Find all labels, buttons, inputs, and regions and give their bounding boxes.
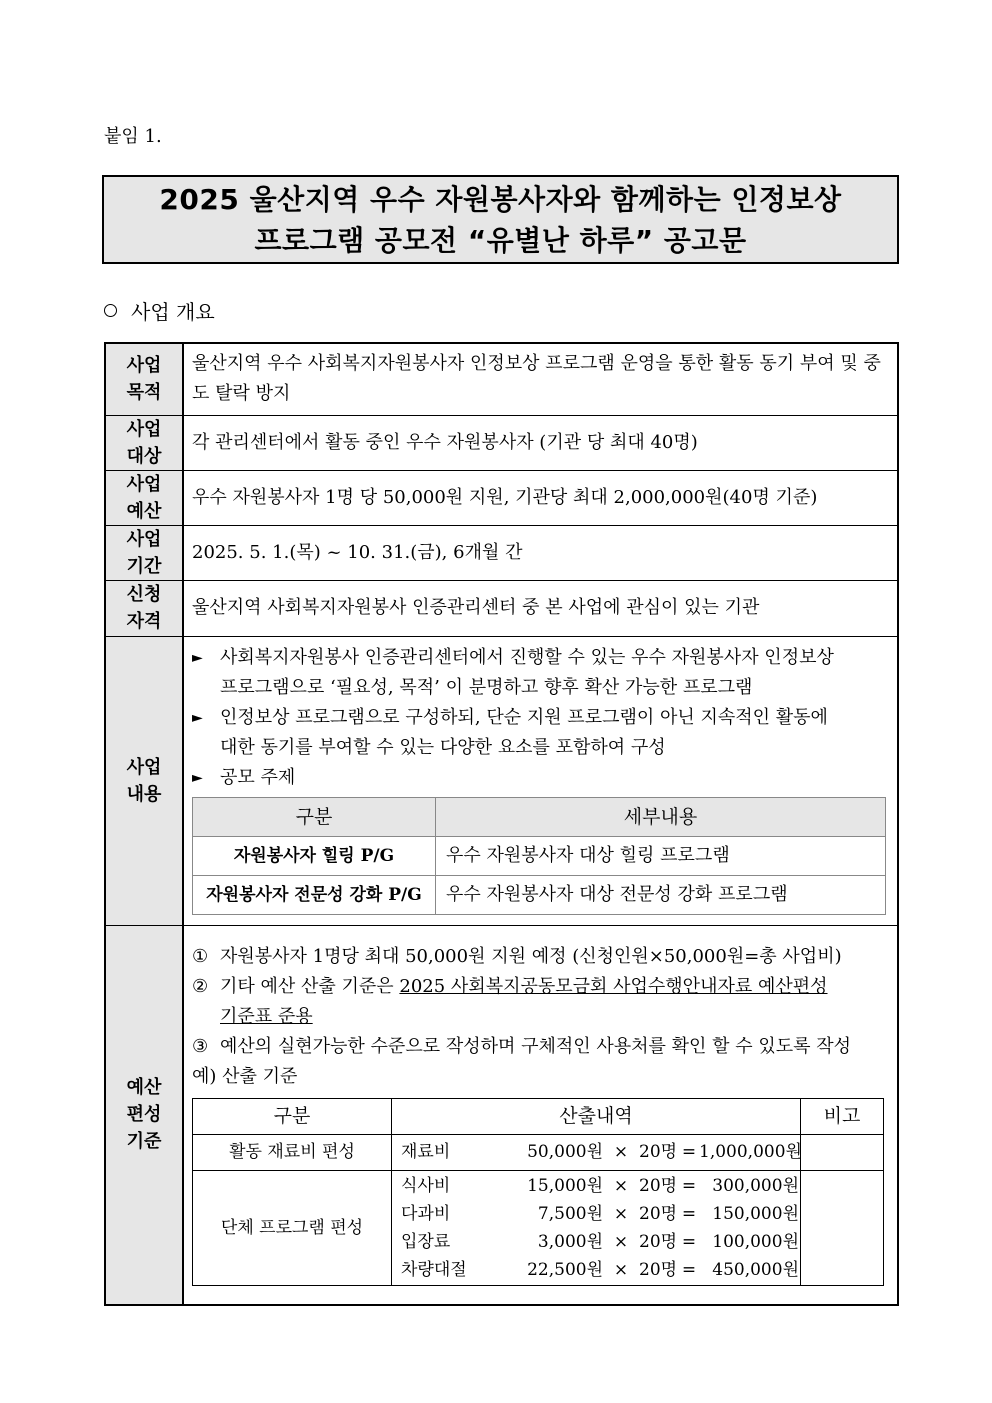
purpose-text: 울산지역 우수 사회복지자원봉사자 인정보상 프로그램 운영을 통한 활동 동기 부여 및 중도 탈락 방지 [183,343,898,415]
circle-bullet-icon [104,304,117,317]
eligibility-text: 울산지역 사회복지자원봉사 인증관리센터 중 본 사업에 관심이 있는 기관 [183,580,898,636]
row-budget [105,470,898,525]
period-text: 2025. 5. 1.(목) ~ 10. 31.(금), 6개월 간 [183,525,898,580]
topic-name: 자원봉사자 힐링 P/G [193,836,436,875]
calc-line: 입장료 3,000원 × 20명 = 100,000원 [401,1231,799,1252]
label-content: 사업 내용 [105,636,183,925]
calc-line: 식사비 15,000원 × 20명 = 300,000원 [401,1175,799,1196]
triangle-bullet-icon: ► [192,709,203,726]
row-budget-criteria [105,925,898,1305]
triangle-bullet-icon: ► [192,769,203,786]
calc-line: 다과비 7,500원 × 20명 = 150,000원 [401,1203,799,1224]
budget-header-calc: 산출내역 [392,1098,801,1134]
label-eligibility: 신청 자격 [105,580,183,636]
title-line-2: 프로그램 공모전 “유별난 하루” 공고문 [254,223,747,257]
attachment-label: 붙임 1. [104,126,162,147]
label-purpose: 사업 목적 [105,343,183,415]
content-bullet-2: ► 인정보상 프로그램으로 구성하되, 단순 지원 프로그램이 아닌 지속적인 활동에 대한 동기를 부여할 수 있는 다양한 요소를 포함하여 구성 [192,703,889,763]
table-row [193,1134,884,1170]
criteria-item-1: ① 자원봉사자 1명당 최대 50,000원 지원 예정 (신청인원×50,000원=총 사업비) [192,945,842,967]
row-purpose [105,343,898,415]
criteria-example: 예) 산출 기준 [192,1065,298,1087]
note-cell [801,1170,884,1285]
table-row [193,836,886,875]
row-eligibility [105,580,898,636]
overview-table [104,342,899,1306]
budget-header-category: 구분 [193,1098,392,1134]
topics-header-detail: 세부내용 [436,797,886,836]
content-bullet-3: ► 공모 주제 [192,763,889,793]
note-cell [801,1134,884,1170]
table-row [193,1170,884,1285]
row-content [105,636,898,925]
topics-header-category: 구분 [193,797,436,836]
criteria-item-3: ③ 예산의 실현가능한 수준으로 작성하며 구체적인 사용처를 확인 할 수 있도록 작성 [192,1035,852,1057]
budget-example-table [192,1098,884,1286]
title-box [102,175,899,264]
budget-text: 우수 자원봉사자 1명 당 50,000원 지원, 기관당 최대 2,000,000원(40명 기준) [183,470,898,525]
group-name: 단체 프로그램 편성 [193,1170,392,1285]
title-line-1: 2025 울산지역 우수 자원봉사자와 함께하는 인정보상 [159,182,842,216]
target-text: 각 관리센터에서 활동 중인 우수 자원봉사자 (기관 당 최대 40명) [183,415,898,470]
content-bullet-1: ► 사회복지자원봉사 인증관리센터에서 진행할 수 있는 우수 자원봉사자 인정보상 프로그램으로 ‘필요성, 목적’ 이 분명하고 향후 확산 가능한 프로그램 [192,643,889,703]
label-period: 사업 기간 [105,525,183,580]
topic-desc: 우수 자원봉사자 대상 전문성 강화 프로그램 [436,875,886,914]
label-budget-criteria: 예산 편성 기준 [105,925,183,1305]
topic-name: 자원봉사자 전문성 강화 P/G [193,875,436,914]
criteria-item-2: ② 기타 예산 산출 기준은 2025 사회복지공동모금회 사업수행안내자료 예산편성 기준표 준용 [192,975,828,1027]
group-name: 활동 재료비 편성 [193,1134,392,1170]
triangle-bullet-icon: ► [192,649,203,666]
label-target: 사업 대상 [105,415,183,470]
table-row [193,875,886,914]
budget-header-note: 비고 [801,1098,884,1134]
row-target [105,415,898,470]
topics-table [192,797,886,915]
topic-desc: 우수 자원봉사자 대상 힐링 프로그램 [436,836,886,875]
calc-line: 차량대절 22,500원 × 20명 = 450,000원 [401,1259,799,1280]
row-period [105,525,898,580]
section-heading [104,296,215,325]
label-budget: 사업 예산 [105,470,183,525]
calc-line: 재료비 50,000원 × 20명 = 1,000,000원 [401,1142,802,1163]
section-title: 사업 개요 [131,300,215,324]
